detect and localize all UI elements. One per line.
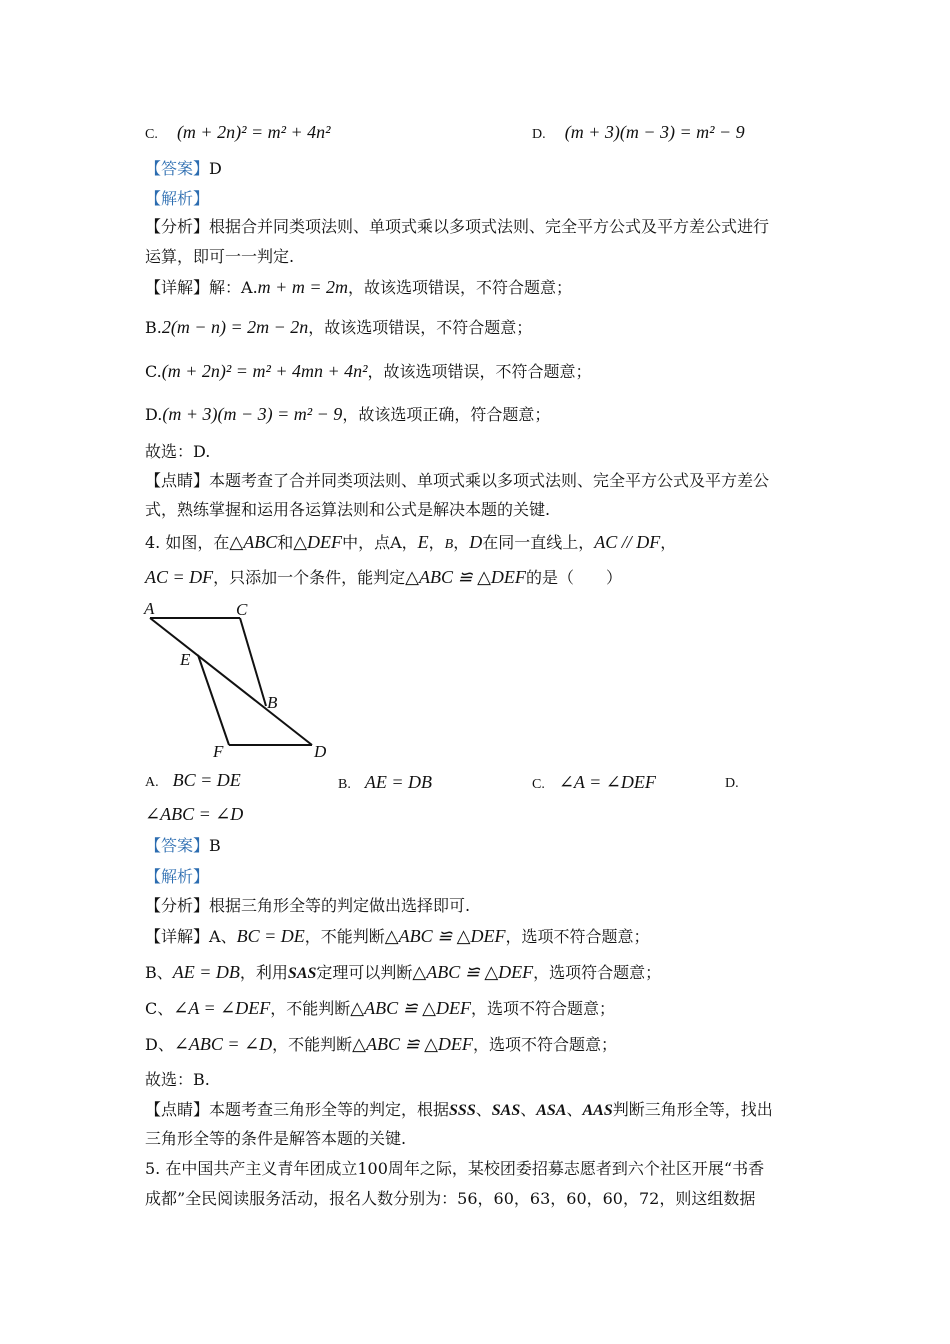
q4-detail-c bbox=[145, 997, 615, 1020]
math-expression: △ABC ≌ △DEF bbox=[412, 962, 534, 982]
q4-fenxi bbox=[145, 895, 470, 917]
segment-ad bbox=[150, 618, 312, 745]
answer-tag: 【答案】 bbox=[145, 159, 210, 178]
detail-prefix: B. bbox=[145, 318, 162, 337]
dianjing-tag: 【点睛】 bbox=[145, 471, 210, 490]
stem-text: 在同一直线上， bbox=[482, 533, 595, 552]
detail-tail: ，故该选项错误，不符合题意； bbox=[367, 362, 592, 381]
point-e: E bbox=[417, 532, 429, 552]
fenxi-text: 根据合并同类项法则、单项式乘以多项式法则、完全平方公式及平方差公式进行 bbox=[209, 217, 770, 236]
theorem-sss: SSS bbox=[449, 1102, 476, 1119]
theorem-aas: AAS bbox=[582, 1102, 613, 1119]
detail-tail: ，选项不符合题意； bbox=[472, 1035, 617, 1054]
q4-detail-b bbox=[145, 961, 661, 985]
detail-tail: ，选项不符合题意； bbox=[505, 927, 650, 946]
fenxi-tag: 【分析】 bbox=[145, 896, 210, 915]
stem-text: ， bbox=[660, 533, 677, 552]
q3-detail-c bbox=[145, 360, 592, 383]
congruence-statement: △ABC ≌ △DEF bbox=[405, 567, 526, 587]
option-label: D. bbox=[725, 776, 739, 791]
stem-text: 中，点A， bbox=[342, 533, 418, 552]
answer-value: B bbox=[209, 836, 221, 855]
q3-detail-a bbox=[145, 276, 572, 299]
stem-text: 的是（ ） bbox=[525, 568, 622, 587]
detail-prefix: B、 bbox=[145, 963, 173, 982]
q4-dianjing-line1 bbox=[145, 1099, 773, 1122]
q4-option-a bbox=[145, 769, 241, 794]
q4-option-b bbox=[338, 771, 432, 796]
dianjing-text: 本题考查了合并同类项法则、单项式乘以多项式法则、完全平方公式及平方差公 bbox=[209, 471, 770, 490]
label-f: F bbox=[213, 742, 224, 761]
fenxi-tag: 【分析】 bbox=[145, 217, 210, 236]
q3-analysis-tag: 【解析】 bbox=[145, 189, 210, 208]
q4-dianjing-line2: 三角形全等的条件是解答本题的关键. bbox=[145, 1129, 407, 1148]
point-d: D bbox=[469, 532, 483, 552]
detail-tail: ，选项符合题意； bbox=[533, 963, 662, 982]
math-expression: △ABC ≌ △DEF bbox=[350, 998, 472, 1018]
math-expression: (m + 3)(m − 3) = m² − 9 bbox=[564, 122, 745, 142]
q3-dianjing-line2: 式，熟练掌握和运用各运算法则和公式是解决本题的关键. bbox=[145, 500, 551, 519]
detail-tail: ，选项不符合题意； bbox=[471, 999, 616, 1018]
detail-prefix: D、 bbox=[145, 1035, 174, 1054]
stem-text: 4. 如图，在 bbox=[145, 533, 230, 552]
math-expression: (m + 2n)² = m² + 4n² bbox=[176, 122, 331, 142]
figure-lines bbox=[150, 618, 312, 745]
theorem-asa: ASA bbox=[536, 1102, 567, 1119]
detail-tail: ，故该选项正确，符合题意； bbox=[342, 405, 551, 424]
q4-figure bbox=[140, 598, 340, 763]
dianjing-text: 本题考查三角形全等的判定，根据 bbox=[209, 1100, 450, 1119]
label-c: C bbox=[236, 600, 248, 619]
stem-text: ， bbox=[453, 533, 470, 552]
option-expression: AE = DB bbox=[364, 772, 432, 792]
q3-detail-d bbox=[145, 403, 550, 426]
option-label: B. bbox=[338, 777, 351, 792]
detail-prefix: C、 bbox=[145, 999, 174, 1018]
q5-stem-line1: 5. 在中国共产主义青年团成立100周年之际，某校团委招募志愿者到六个社区开展“书香 bbox=[145, 1159, 765, 1178]
q4-option-d-label bbox=[725, 771, 753, 795]
dianjing-text: 判断三角形全等，找出 bbox=[612, 1100, 773, 1119]
detail-tail: ，故该选项错误，不符合题意； bbox=[347, 278, 572, 297]
math-expression: △ABC ≌ △DEF bbox=[352, 1034, 473, 1054]
equal-condition: AC = DF bbox=[145, 567, 214, 587]
stem-text: ，只添加一个条件，能判定 bbox=[213, 568, 406, 587]
q4-analysis-tag: 【解析】 bbox=[145, 867, 210, 886]
label-d: D bbox=[314, 742, 327, 761]
stem-text: 和 bbox=[277, 533, 294, 552]
detail-tail: ，故该选项错误，不符合题意； bbox=[308, 318, 533, 337]
detail-text: ，不能判断 bbox=[272, 1035, 353, 1054]
triangle-abc: △ABC bbox=[229, 532, 278, 552]
option-expression: BC = DE bbox=[172, 770, 241, 790]
option-label: A. bbox=[145, 775, 159, 790]
theorem-sas: SAS bbox=[287, 965, 317, 982]
q4-option-d-expression bbox=[145, 803, 243, 826]
label-a: A bbox=[144, 599, 155, 618]
detail-tag: 【详解】 bbox=[145, 278, 210, 297]
label-b: B bbox=[267, 693, 278, 712]
math-expression: ∠A = ∠DEF bbox=[173, 998, 271, 1018]
q4-stem-line1 bbox=[145, 531, 676, 556]
option-label: C. bbox=[532, 777, 545, 792]
detail-text: ，利用 bbox=[239, 963, 288, 982]
math-expression: AE = DB bbox=[172, 962, 240, 982]
q3-detail-b bbox=[145, 316, 532, 339]
detail-text: ，不能判断 bbox=[304, 927, 385, 946]
separator: 、 bbox=[520, 1100, 537, 1119]
q4-stem-line2 bbox=[145, 566, 622, 589]
q3-option-c bbox=[145, 121, 331, 146]
q3-option-d bbox=[532, 121, 745, 146]
q3-answer bbox=[145, 158, 222, 180]
fenxi-text: 根据三角形全等的判定做出选择即可. bbox=[209, 896, 471, 915]
parallel-condition: AC // DF bbox=[594, 532, 661, 552]
point-b: B bbox=[444, 537, 454, 552]
math-expression: BC = DE bbox=[236, 926, 305, 946]
option-label: D. bbox=[532, 127, 546, 142]
q3-fenxi-line1 bbox=[145, 216, 769, 238]
q4-detail-a bbox=[145, 925, 650, 948]
separator: 、 bbox=[566, 1100, 583, 1119]
math-expression: △ABC ≌ △DEF bbox=[384, 926, 506, 946]
math-expression: (m + 3)(m − 3) = m² − 9 bbox=[162, 404, 343, 424]
answer-tag: 【答案】 bbox=[145, 836, 210, 855]
detail-prefix: 解：A. bbox=[209, 278, 258, 297]
label-e: E bbox=[180, 650, 191, 669]
detail-tag: 【详解】 bbox=[145, 927, 210, 946]
detail-prefix: D. bbox=[145, 405, 163, 424]
math-expression: 2(m − n) = 2m − 2n bbox=[161, 317, 309, 337]
theorem-sas: SAS bbox=[491, 1102, 521, 1119]
detail-text: 定理可以判断 bbox=[316, 963, 413, 982]
q4-conclusion: 故选：B. bbox=[145, 1070, 210, 1089]
answer-value: D bbox=[209, 159, 222, 178]
q4-detail-d bbox=[145, 1033, 617, 1056]
q5-stem-line2: 成都”全民阅读服务活动，报名人数分别为：56，60，63，60，60，72，则这组数据 bbox=[145, 1189, 756, 1208]
detail-text: ，不能判断 bbox=[270, 999, 351, 1018]
triangle-def: △DEF bbox=[293, 532, 343, 552]
stem-text: ， bbox=[428, 533, 445, 552]
math-expression: ∠ABC = ∠D bbox=[173, 1034, 273, 1054]
dianjing-tag: 【点睛】 bbox=[145, 1100, 210, 1119]
option-label: C. bbox=[145, 127, 158, 142]
q3-fenxi-line2: 运算，即可一一判定. bbox=[145, 247, 295, 266]
detail-prefix: A、 bbox=[209, 927, 237, 946]
q4-option-c bbox=[532, 771, 656, 796]
math-expression: (m + 2n)² = m² + 4mn + 4n² bbox=[161, 361, 368, 381]
q3-conclusion: 故选：D. bbox=[145, 442, 211, 461]
q4-answer bbox=[145, 835, 221, 857]
q3-dianjing-line1 bbox=[145, 470, 769, 492]
separator: 、 bbox=[475, 1100, 492, 1119]
option-expression: ∠A = ∠DEF bbox=[558, 772, 656, 792]
option-expression: ∠ABC = ∠D bbox=[145, 804, 244, 824]
detail-prefix: C. bbox=[145, 362, 162, 381]
math-expression: m + m = 2m bbox=[257, 277, 348, 297]
